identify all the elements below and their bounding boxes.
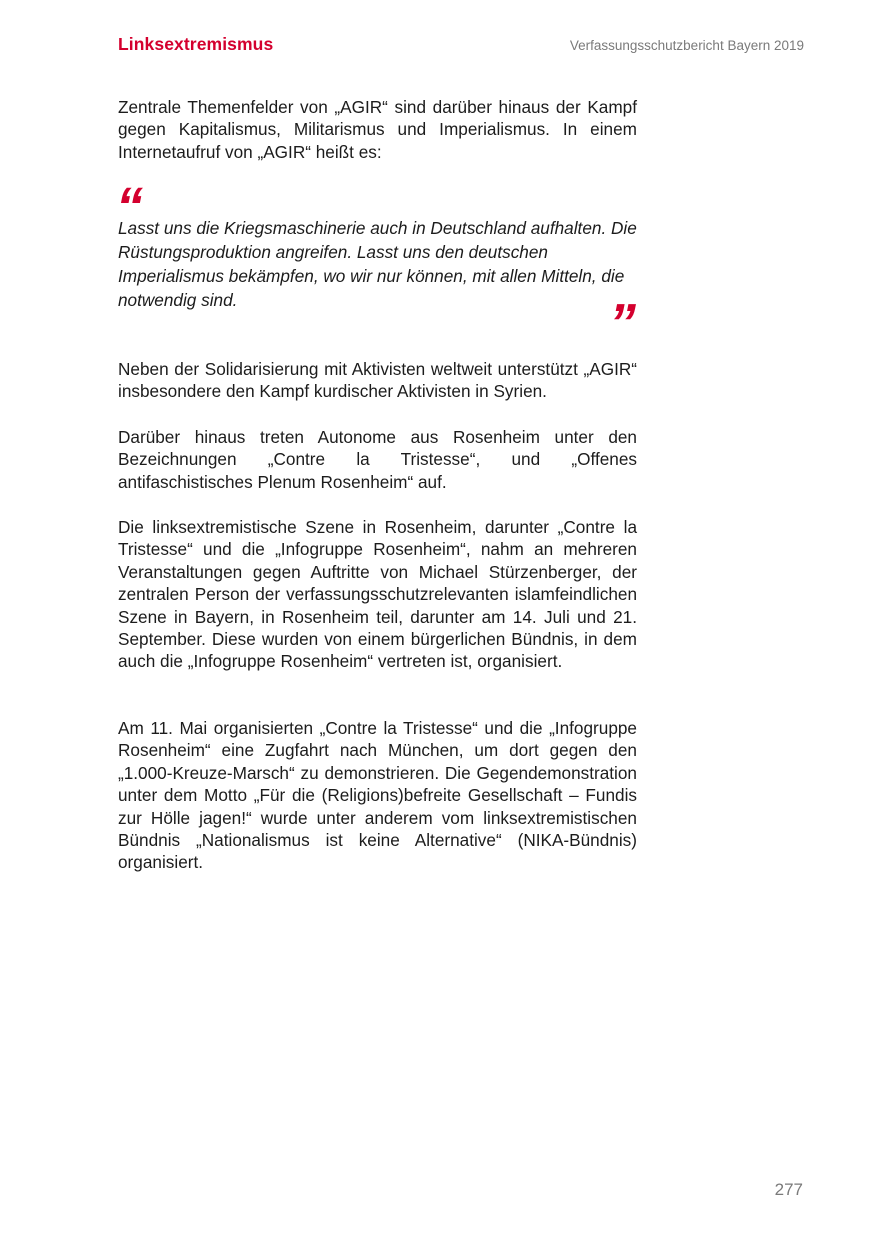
- close-quote-icon: ”: [609, 293, 636, 353]
- paragraph-munich-demonstration: Am 11. Mai organisierten „Contre la Tristesse“ und die „Infogruppe Rosenheim“ eine Zugfahrt nach München, um dort gegen den „1.000-Kreuze-Marsch“ zu demonstrieren. Die Gegendemonstration unter dem Motto „Für die (Religions)befreite Gesellschaft – Fundis zur Hölle jagen!“ wurde unter anderem vom linksextremistischen Bündnis „Nationalismus ist keine Alternative“ (NIKA-Bündnis) organisiert.: [118, 718, 637, 873]
- section-title: Linksextremismus: [118, 34, 274, 54]
- page-number: 277: [774, 1180, 803, 1199]
- report-title: Verfassungsschutzbericht Bayern 2019: [569, 38, 804, 53]
- paragraph-solidarity: Neben der Solidarisierung mit Aktivisten weltweit unterstützt „AGIR“ insbesondere den Kampf kurdischer Aktivisten in Syrien.: [118, 359, 637, 402]
- paragraph-agir-themes: Zentrale Themenfelder von „AGIR“ sind darüber hinaus der Kampf gegen Kapitalismus, Militarismus und Imperialismus. In einem Internetaufruf von „AGIR“ heißt es:: [118, 97, 637, 162]
- paragraph-autonomous-rosenheim: Darüber hinaus treten Autonome aus Rosenheim unter den Bezeichnungen „Contre la Tristesse“, und „Offenes antifaschistisches Plenum Rosenheim“ auf.: [118, 427, 637, 492]
- quote-text: Lasst uns die Kriegsmaschinerie auch in Deutschland aufhalten. Die Rüstungsproduktion angreifen. Lasst uns den deutschen Imperialismus bekämpfen, wo wir nur können, mit allen Mitteln, die notwendig sind.: [118, 218, 637, 310]
- open-quote-icon: “: [116, 177, 143, 237]
- paragraph-rosenheim-scene: Die linksextremistische Szene in Rosenheim, darunter „Contre la Tristesse“ und die „Infogruppe Rosenheim“, nahm an mehreren Veranstaltungen gegen Auftritte von Michael Stürzenberger, der zentralen Person der verfassungsschutzrelevanten islamfeindlichen Szene in Bayern, in Rosenheim teil, darunter am 14. Juli und 21. September. Diese wurden von einem bürgerlichen Bündnis, in dem auch die „Infogruppe Rosenheim“ vertreten ist, organisiert.: [118, 517, 637, 672]
